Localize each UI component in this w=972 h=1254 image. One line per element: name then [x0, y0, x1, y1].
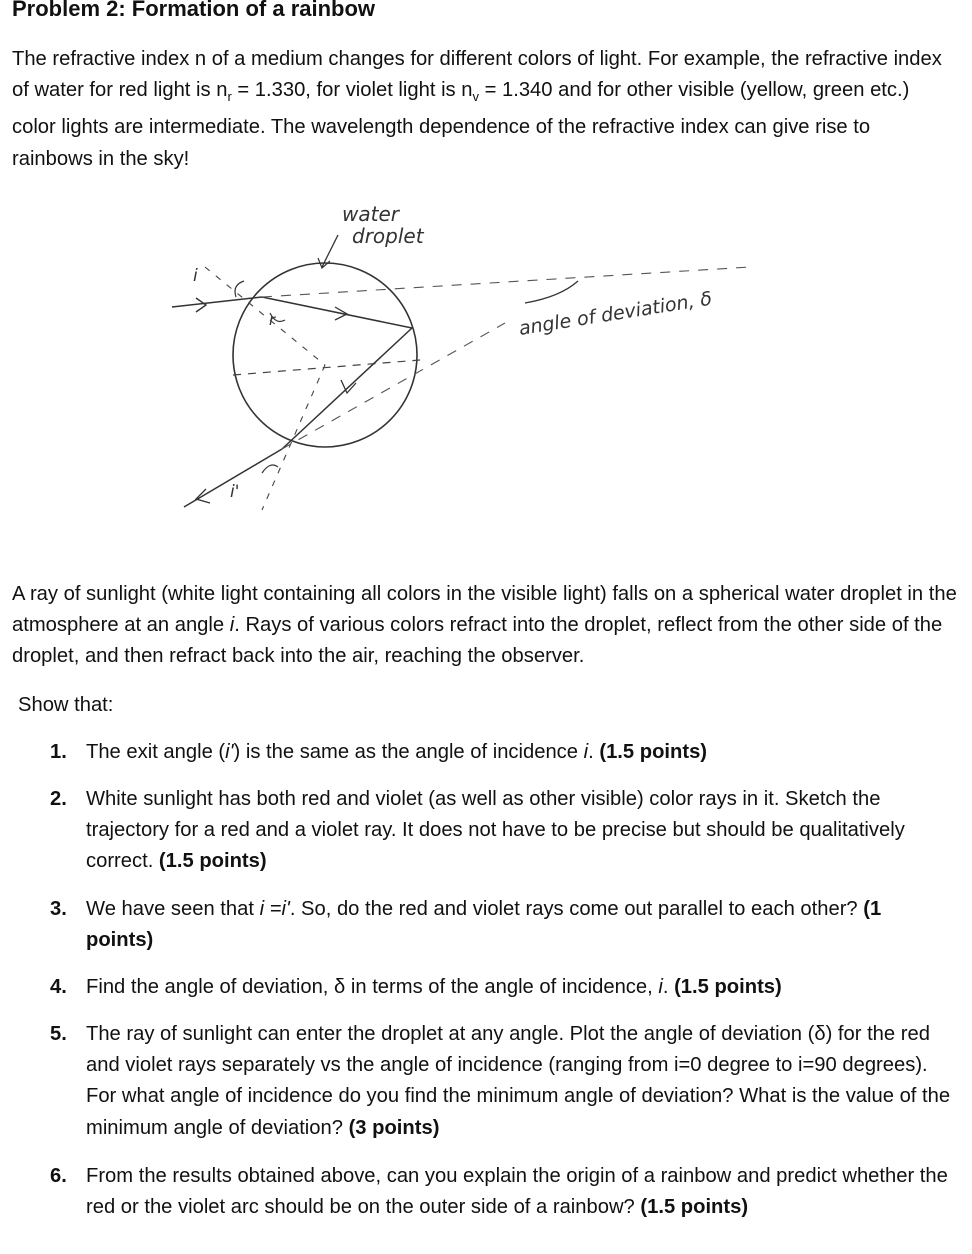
problem-title: Problem 2: Formation of a rainbow — [12, 0, 376, 21]
droplet-pointer-arrow — [322, 235, 338, 267]
show-that-label: Show that: — [18, 694, 114, 716]
water-droplet-circle — [233, 263, 417, 447]
points: (1.5 points) — [158, 850, 267, 873]
points: (1.5 points) — [599, 741, 708, 763]
question-number: 2. — [50, 788, 67, 810]
intro-paragraph: The refractive index n of a medium changes for different colors of light. For example, the refractive index of water for red light is $n_r = 1.330$, for violet light is $n_v = 1.340$ and for other visible (yellow, green etc.) color lights are intermediate. The wavelength dependence of the refractive index can give rise to rainbows in the sky! — [12, 48, 942, 170]
question-text: We have seen that i =i'. So, do the red and violet rays come out parallel to each other? (1 points) — [86, 898, 882, 952]
label-angle-of-deviation: angle of deviation, δ — [517, 287, 714, 340]
label-i: i — [193, 266, 198, 286]
label-water: water — [342, 202, 399, 226]
deviation-angle-arc — [525, 281, 578, 303]
question-text: White sunlight has both red and violet (as well as other visible) color rays in it. Sketch the trajectory for a red and a violet ray. It does not have to be precise but should be qualitatively correct. (1.5 points) — [86, 788, 905, 873]
points: (3 points) — [348, 1116, 440, 1139]
label-r: r — [269, 311, 276, 329]
points: (1 points) — [86, 898, 882, 952]
incident-normal-dashed — [205, 267, 325, 365]
question-number: 1. — [50, 741, 67, 763]
points: (1.5 points) — [674, 976, 782, 998]
question-number: 3. — [50, 898, 67, 920]
description-paragraph: A ray of sunlight (white light containing all colors in the visible light) falls on a spherical water droplet in the atmosphere at an angle i. Rays of various colors refract into the droplet, reflect from the other side of the droplet, and then refract back into the air, reaching the observer. — [12, 583, 957, 668]
incoming-ray — [172, 297, 262, 307]
label-i-prime: i' — [230, 482, 240, 502]
rainbow-diagram — [0, 185, 972, 525]
points: (1.5 points) — [640, 1196, 749, 1219]
subscript-v: v — [472, 89, 479, 105]
subscript-r: r — [227, 89, 232, 105]
incoming-arrowhead — [196, 298, 206, 312]
question-number: 5. — [50, 1023, 67, 1045]
question-text: The exit angle (i') is the same as the angle of incidence i. (1.5 points) — [86, 741, 708, 763]
question-text: The ray of sunlight can enter the droplet at any angle. Plot the angle of deviation (δ) for the red and violet rays separately vs the angle of incidence (ranging from i=0 degree to i=90 degrees). For what angle of incidence do you find the minimum angle of deviation? What is the value of the minimum angle of deviation? (3 points) — [86, 1023, 951, 1139]
label-droplet: droplet — [352, 224, 424, 248]
exit-extension-dashed — [282, 323, 505, 449]
reflected-ray — [282, 328, 412, 449]
question-number: 6. — [50, 1165, 67, 1187]
question-text: From the results obtained above, can you explain the origin of a rainbow and predict whether the red or the violet arc should be on the outer side of a rainbow? (1.5 points) — [86, 1165, 948, 1219]
question-text: Find the angle of deviation, δ in terms of the angle of incidence, i. (1.5 points) — [86, 976, 782, 998]
exit-angle-arc — [262, 465, 278, 473]
question-number: 4. — [50, 976, 67, 998]
droplet-diameter-dashed — [233, 360, 420, 375]
refracted-ray — [262, 297, 412, 328]
